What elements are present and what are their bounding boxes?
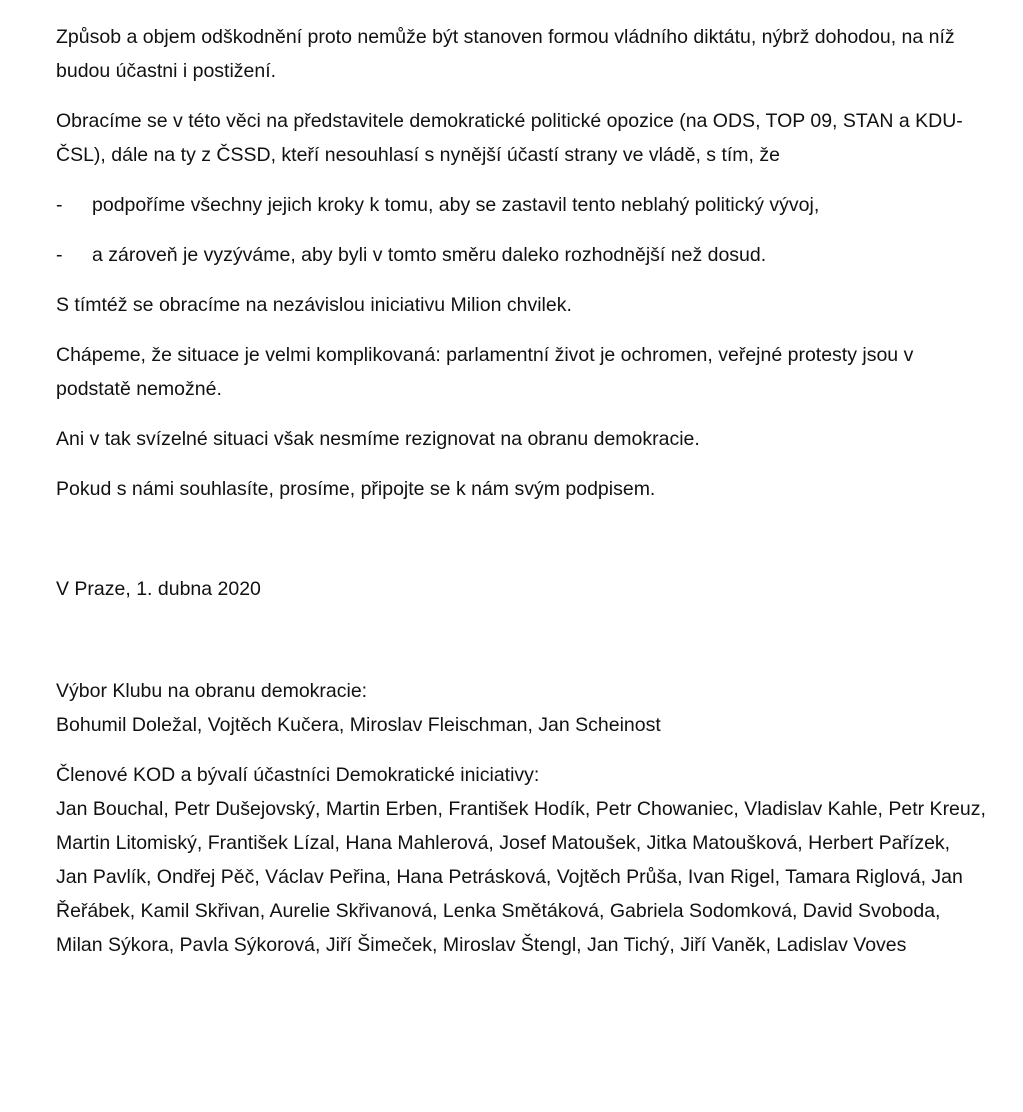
paragraph-milion-chvilek: S tímtéž se obracíme na nezávislou iniciativu Milion chvilek. xyxy=(56,294,572,316)
bullet-text: a zároveň je vyzýváme, aby byli v tomto směru daleko rozhodnější než dosud. xyxy=(92,244,767,266)
members-names: Jan Bouchal, Petr Dušejovský, Martin Erben, František Hodík, Petr Chowaniec, Vladislav Kahle, Petr Kreuz, Martin Litomiský, František Lízal, Hana Mahlerová, Josef Matoušek, Jitka Matoušková, Herbert Pařízek, Jan Pavlík, Ondřej Pěč, Václav Peřina, Hana Petrásková, Vojtěch Průša, Ivan Rigel, Tamara Riglová, Jan Řeřábek, Kamil Skřivan, Aurelie Skřivanová, Lenka Smětáková, Gabriela Sodomková, David Svoboda, Milan Sýkora, Pavla Sýkorová, Jiří Šimeček, Miroslav Štengl, Jan Tichý, Jiří Vaněk, Ladislav Voves xyxy=(56,798,986,956)
paragraph-signature-request: Pokud s námi souhlasíte, prosíme, připojte se k nám svým podpisem. xyxy=(56,478,656,500)
spacer xyxy=(56,622,986,674)
bullet-item xyxy=(56,188,986,222)
paragraph-situation: Chápeme, že situace je velmi komplikovaná: parlamentní život je ochromen, veřejné protesty jsou v podstatě nemožné. xyxy=(56,344,914,400)
members-heading: Členové KOD a bývalí účastníci Demokratické iniciativy: xyxy=(56,764,540,786)
members-block xyxy=(56,758,986,962)
committee-heading: Výbor Klubu na obranu demokracie: xyxy=(56,680,368,702)
paragraph-defense: Ani v tak svízelné situaci však nesmíme rezignovat na obranu demokracie. xyxy=(56,428,700,450)
committee-names: Bohumil Doležal, Vojtěch Kučera, Miroslav Fleischman, Jan Scheinost xyxy=(56,714,661,736)
bullet-dash: - xyxy=(56,244,63,266)
place-date: V Praze, 1. dubna 2020 xyxy=(56,578,261,600)
paragraph-appeal-opposition: Obracíme se v této věci na představitele demokratické politické opozice (na ODS, TOP 09, STAN a KDU-ČSL), dále na ty z ČSSD, kteří nesouhlasí s nynější účastí strany ve vládě, s tím, že xyxy=(56,110,963,166)
document-page xyxy=(56,20,986,978)
bullet-dash: - xyxy=(56,194,63,216)
paragraph-compensation: Způsob a objem odškodnění proto nemůže být stanoven formou vládního diktátu, nýbrž dohodou, na níž budou účastni i postižení. xyxy=(56,26,955,82)
bullet-text: podpoříme všechny jejich kroky k tomu, aby se zastavil tento neblahý politický vývoj, xyxy=(92,194,820,216)
bullet-item xyxy=(56,238,986,272)
spacer xyxy=(56,522,986,572)
committee-block xyxy=(56,674,986,742)
